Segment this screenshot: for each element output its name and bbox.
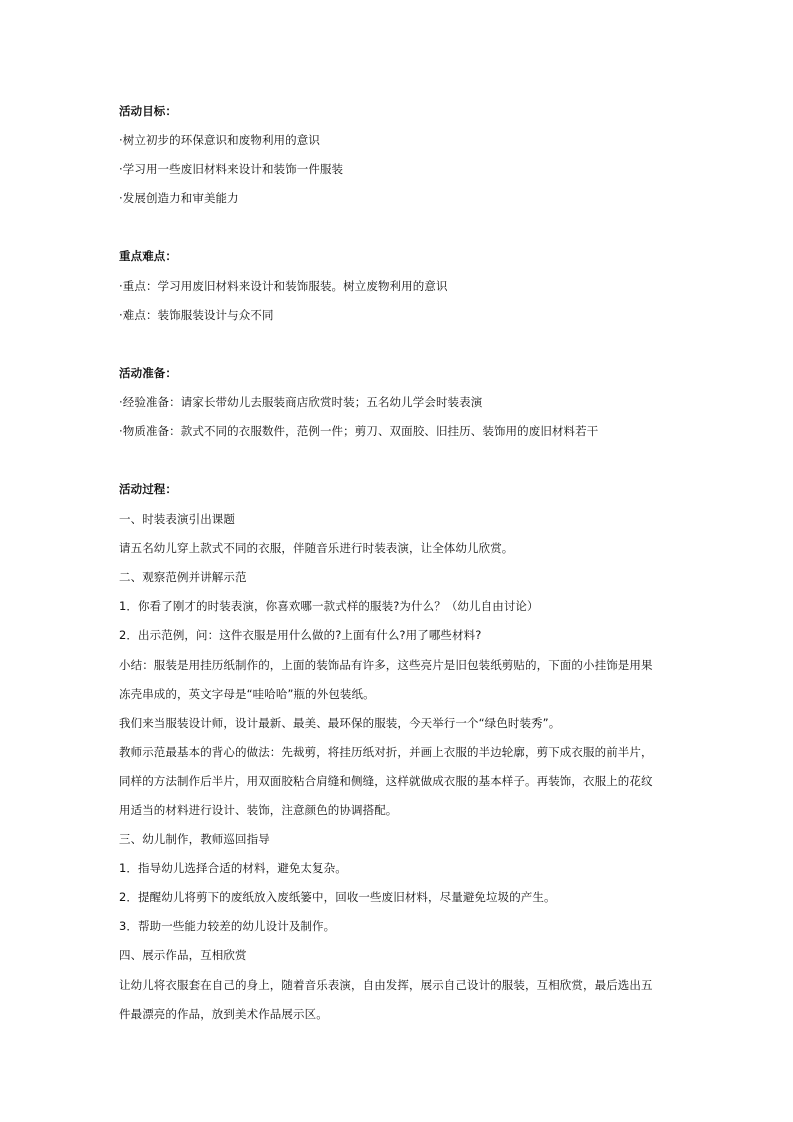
- process-paragraph: 请五名幼儿穿上款式不同的衣服，伴随音乐进行时装表演，让全体幼儿欣赏。: [119, 541, 514, 555]
- process-paragraph: 1．你看了刚才的时装表演，你喜欢哪一款式样的服装?为什么？（幼儿自由讨论）: [119, 599, 539, 613]
- process-step-title: 一、时装表演引出课题: [119, 512, 235, 526]
- process-paragraph: 我们来当服装设计师，设计最新、最美、最环保的服装，今天举行一个“绿色时装秀”。: [119, 716, 561, 730]
- preparation-item: ·经验准备：请家长带幼儿去服装商店欣赏时装；五名幼儿学会时装表演: [119, 395, 483, 409]
- goal-item: ·树立初步的环保意识和废物利用的意识: [119, 133, 320, 147]
- preparation-item: ·物质准备：款式不同的衣服数件，范例一件；剪刀、双面胶、旧挂历、装饰用的废旧材料若干: [119, 424, 599, 438]
- goals-heading: 活动目标：: [119, 104, 177, 118]
- process-paragraph: 2．出示范例，问：这件衣服是用什么做的?上面有什么?用了哪些材料?: [119, 628, 482, 642]
- preparation-heading: 活动准备：: [119, 366, 177, 380]
- process-paragraph: 让幼儿将衣服套在自己的身上，随着音乐表演，自由发挥，展示自己设计的服装，互相欣赏，最后选出五: [119, 978, 653, 992]
- process-paragraph: 2．提醒幼儿将剪下的废纸放入废纸篓中，回收一些废旧材料，尽量避免垃圾的产生。: [119, 890, 556, 904]
- process-heading: 活动过程：: [119, 482, 177, 496]
- process-paragraph: 件最漂亮的作品，放到美术作品展示区。: [119, 1007, 328, 1021]
- process-step-title: 三、幼儿制作，教师巡回指导: [119, 832, 270, 846]
- process-paragraph: 3．帮助一些能力较差的幼儿设计及制作。: [119, 919, 336, 933]
- goal-item: ·学习用一些废旧材料来设计和装饰一件服装: [119, 162, 344, 176]
- process-paragraph: 冻壳串成的，英文字母是“哇哈哈”瓶的外包装纸。: [119, 687, 375, 701]
- key-point-item: ·重点：学习用废旧材料来设计和装饰服装。树立废物利用的意识: [119, 279, 448, 293]
- process-paragraph: 1．指导幼儿选择合适的材料，避免太复杂。: [119, 861, 347, 875]
- process-step-title: 四、展示作品，互相欣赏: [119, 948, 247, 962]
- process-paragraph: 教师示范最基本的背心的做法：先裁剪，将挂历纸对折，并画上衣服的半边轮廓，剪下成衣服的前半片，: [119, 745, 653, 759]
- goal-item: ·发展创造力和审美能力: [119, 191, 239, 205]
- process-paragraph: 用适当的材料进行设计、装饰，注意颜色的协调搭配。: [119, 803, 398, 817]
- key-points-heading: 重点难点：: [119, 249, 177, 263]
- process-step-title: 二、观察范例并讲解示范: [119, 570, 247, 584]
- key-point-item: ·难点：装饰服装设计与众不同: [119, 308, 274, 322]
- process-paragraph: 同样的方法制作后半片，用双面胶粘合肩缝和侧缝，这样就做成衣服的基本样子。再装饰，衣服上的花纹: [119, 774, 653, 788]
- process-paragraph: 小结：服装是用挂历纸制作的，上面的装饰品有许多，这些亮片是旧包装纸剪贴的，下面的小挂饰是用果: [119, 658, 653, 672]
